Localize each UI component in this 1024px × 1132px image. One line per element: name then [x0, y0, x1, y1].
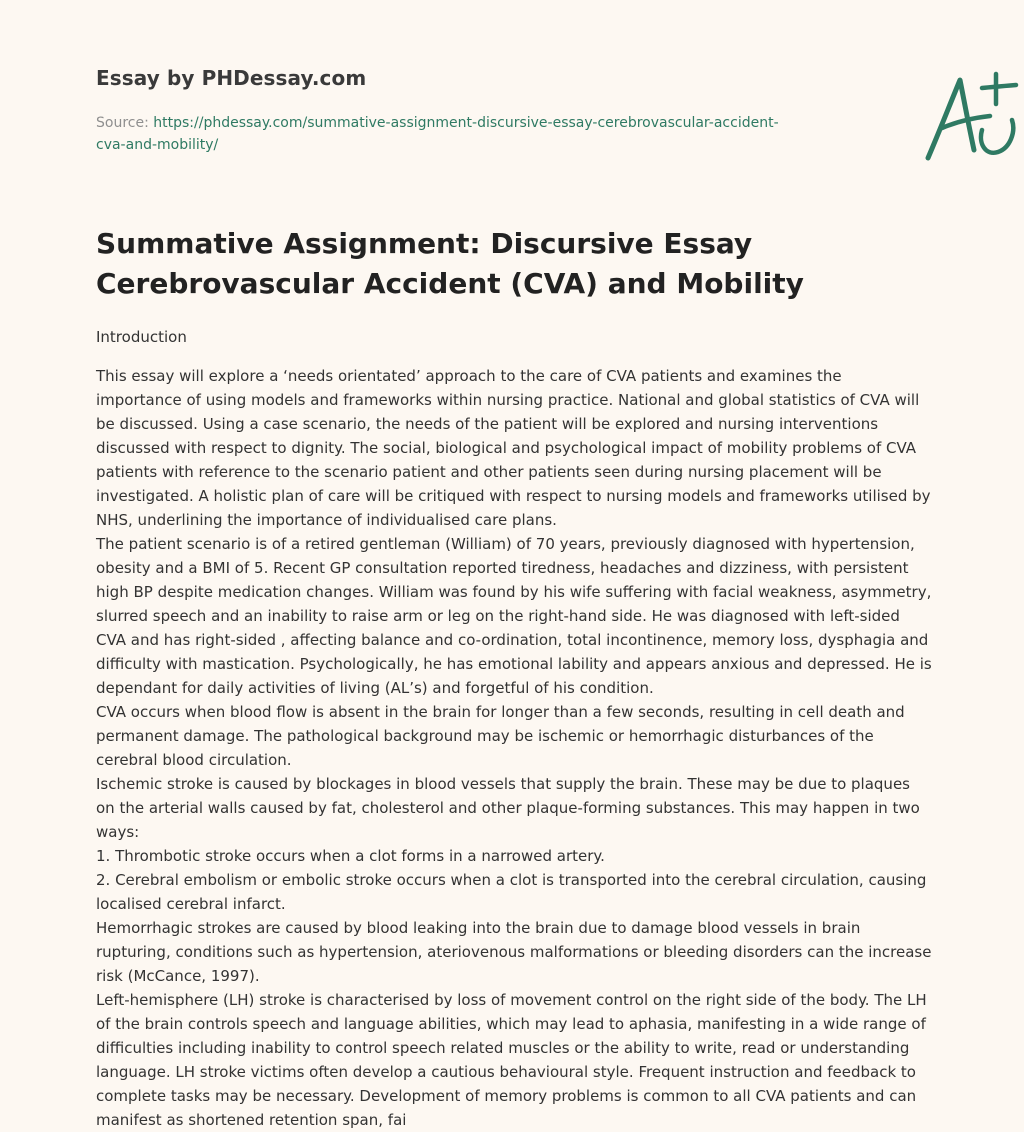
source-label: Source:	[96, 115, 154, 131]
site-title: Essay by PHDessay.com	[96, 66, 367, 90]
paragraph: Hemorrhagic strokes are caused by blood leaking into the brain due to damage blood vessels in brain rupturing, conditions such as hypertension, ateriovenous malformations or bleeding disorders can the increase risk (McCance, 1997).	[96, 919, 932, 985]
paragraph: This essay will explore a ‘needs orientated’ approach to the care of CVA patients and examines the importance of using models and frameworks within nursing practice. National and global statistics of CVA will be discussed. Using a case scenario, the needs of the patient will be explored and nursing interventions discussed with respect to dignity. The social, biological and psychological impact of mobility problems of CVA patients with reference to the scenario patient and other patients seen during nursing placement will be investigated. A holistic plan of care will be critiqued with respect to nursing models and frameworks utilised by NHS, underlining the importance of individualised care plans.	[96, 367, 931, 529]
a-plus-logo-icon	[916, 70, 1024, 165]
paragraph: Left-hemisphere (LH) stroke is characterised by loss of movement control on the right side of the body. The LH of the brain controls speech and language abilities, which may lead to aphasia, manifesting in a wide range of difficulties including inability to control speech related muscles or the ability to write, read or understanding language. LH stroke victims often develop a cautious behavioural style. Frequent instruction and feedback to complete tasks may be necessary. Development of memory problems is common to all CVA patients and can manifest as shortened retention span, fai	[96, 991, 927, 1129]
paragraph: Ischemic stroke is caused by blockages in blood vessels that supply the brain. These may be due to plaques on the arterial walls caused by fat, cholesterol and other plaque-forming substances. This may happen in two ways:	[96, 775, 920, 841]
paragraph: The patient scenario is of a retired gentleman (William) of 70 years, previously diagnosed with hypertension, obesity and a BMI of 5. Recent GP consultation reported tiredness, headaches and dizziness, with persistent high BP despite medication changes. William was found by his wife suffering with facial weakness, asymmetry, slurred speech and an inability to raise arm or leg on the right-hand side. He was diagnosed with left-sided CVA and has right-sided , affecting balance and co-ordination, total incontinence, memory loss, dysphagia and difficulty with mastication. Psychologically, he has emotional lability and appears anxious and depressed. He is dependant for daily activities of living (AL’s) and forgetful of his condition.	[96, 535, 932, 697]
intro-heading: Introduction	[96, 328, 187, 346]
paragraph: CVA occurs when blood flow is absent in the brain for longer than a few seconds, resulting in cell death and permanent damage. The pathological background may be ischemic or hemorrhagic disturbances of the cerebral blood circulation.	[96, 703, 905, 769]
paragraph: 1. Thrombotic stroke occurs when a clot forms in a narrowed artery.	[96, 847, 605, 865]
source-line	[96, 112, 796, 156]
essay-body	[96, 364, 932, 1132]
source-link[interactable]: https://phdessay.com/summative-assignment-discursive-essay-cerebrovascular-accident-cva-and-mobility/	[96, 115, 779, 153]
essay-title: Summative Assignment: Discursive Essay Cerebrovascular Accident (CVA) and Mobility	[96, 227, 804, 300]
paragraph: 2. Cerebral embolism or embolic stroke occurs when a clot is transported into the cerebral circulation, causing localised cerebral infarct.	[96, 871, 927, 913]
